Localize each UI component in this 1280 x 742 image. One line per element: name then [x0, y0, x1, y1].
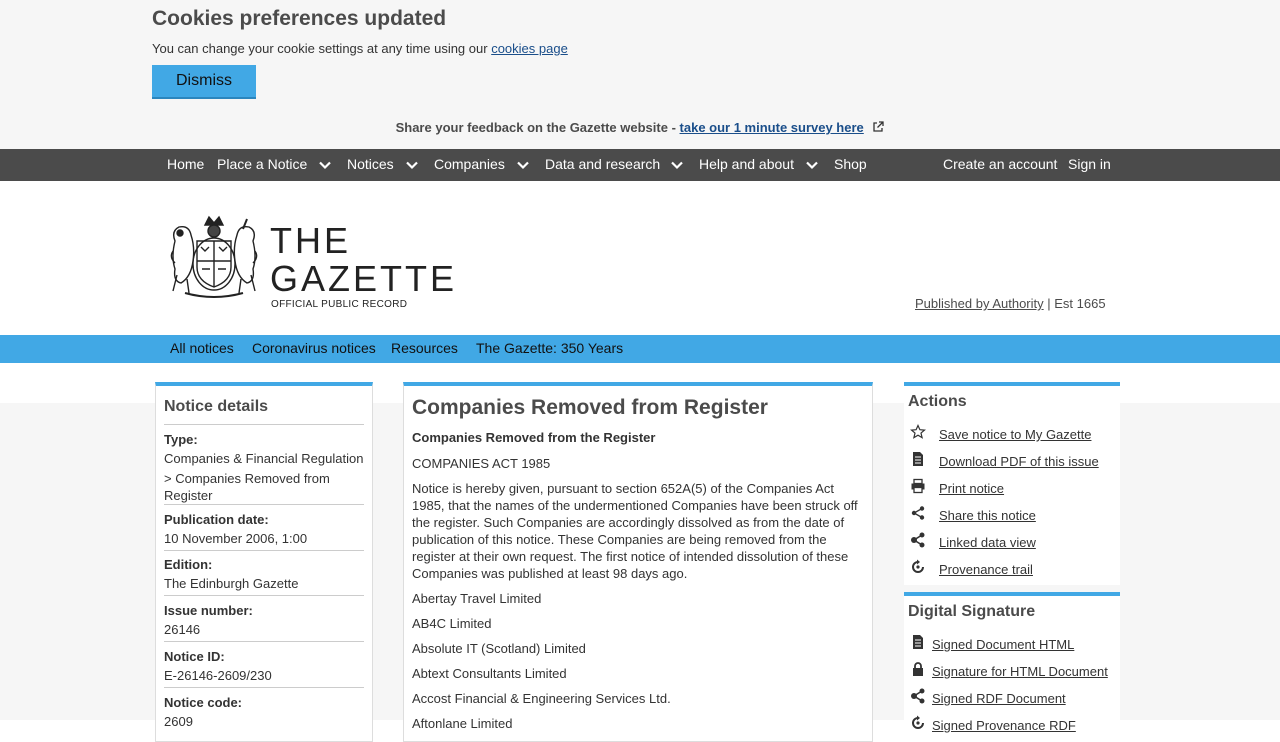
detail-issue-number-value: 26146 [164, 622, 201, 637]
detail-publication-date-value: 10 November 2006, 1:00 [164, 531, 308, 546]
save-notice-link[interactable]: Save notice to My Gazette [939, 427, 1092, 442]
provenance-icon [910, 715, 926, 731]
survey-link[interactable]: take our 1 minute survey here [679, 120, 864, 135]
detail-type-label: Type: [164, 432, 198, 447]
digital-signature-title: Digital Signature [908, 603, 1036, 620]
nav-shop[interactable]: Shop [834, 156, 867, 172]
divider [164, 504, 364, 505]
divider [164, 550, 364, 551]
provenance-icon [910, 559, 926, 575]
nav-help-and-about[interactable]: Help and about [699, 156, 794, 172]
share-icon [910, 505, 926, 521]
company-name: Absolute IT (Scotland) Limited [412, 641, 586, 656]
detail-type-value: Companies & Financial Regulation [164, 451, 364, 466]
signed-rdf-document-link[interactable]: Signed RDF Document [932, 691, 1066, 706]
signature-html-document-link[interactable]: Signature for HTML Document [932, 664, 1108, 679]
nav-data-and-research[interactable]: Data and research [545, 156, 661, 172]
notice-details-title: Notice details [164, 398, 269, 415]
notice-panel [403, 382, 873, 742]
divider [164, 424, 364, 425]
divider [164, 595, 364, 596]
linked-data-icon [910, 688, 926, 704]
subnav-all-notices[interactable]: All notices [170, 340, 234, 356]
published-by-authority [915, 296, 1106, 311]
nav-companies[interactable]: Companies [434, 156, 505, 172]
subnav-resources[interactable]: Resources [391, 340, 458, 356]
document-icon [910, 451, 926, 467]
cookie-banner-text [152, 41, 568, 56]
download-pdf-link[interactable]: Download PDF of this issue [939, 454, 1099, 469]
notice-subtitle: Companies Removed from the Register [412, 430, 656, 445]
detail-type [164, 431, 364, 504]
detail-edition-value: The Edinburgh Gazette [164, 576, 299, 591]
notice-body: Notice is hereby given, pursuant to section 652A(5) of the Companies Act 1985, that the names of the undermentioned Companies have been struck off the register. Such Companies are accordingly dissolved as from the date of publication of this notice. These Companies are being removed from the register at their own request. The first notice of intended dissolution of these Companies was published at least 98 days ago. [412, 481, 858, 581]
established-text: | Est 1665 [1047, 296, 1106, 311]
chevron-down-icon[interactable] [671, 159, 683, 171]
chevron-down-icon[interactable] [517, 159, 529, 171]
nav-place-a-notice[interactable]: Place a Notice [217, 156, 308, 172]
notice-act: COMPANIES ACT 1985 [412, 456, 551, 471]
nav-notices[interactable]: Notices [347, 156, 394, 172]
cookie-banner [0, 0, 1280, 149]
detail-issue-number [164, 602, 364, 638]
linked-data-view-link[interactable]: Linked data view [939, 535, 1036, 550]
detail-notice-code [164, 694, 364, 730]
detail-publication-date-label: Publication date: [164, 512, 269, 527]
detail-notice-id-value: E-26146-2609/230 [164, 668, 272, 683]
logo-the: THE [270, 220, 351, 261]
detail-edition-label: Edition: [164, 557, 213, 572]
cookie-banner-title: Cookies preferences updated [152, 7, 447, 30]
sign-in-link[interactable]: Sign in [1068, 156, 1111, 172]
detail-publication-date [164, 511, 364, 547]
royal-coat-of-arms-icon [167, 211, 262, 299]
company-name: Abertay Travel Limited [412, 591, 542, 606]
company-name: Abtext Consultants Limited [412, 666, 567, 681]
logo-gazette: GAZETTE [270, 258, 458, 299]
company-name: AB4C Limited [412, 616, 492, 631]
provenance-trail-link[interactable]: Provenance trail [939, 562, 1033, 577]
top-navigation [0, 149, 1280, 181]
company-name: Accost Financial & Engineering Services Ltd. [412, 691, 671, 706]
company-name: Aftonlane Limited [412, 716, 513, 731]
signed-provenance-rdf-link[interactable]: Signed Provenance RDF [932, 718, 1076, 733]
survey-text: Share your feedback on the Gazette website - [395, 120, 676, 135]
linked-data-icon [910, 532, 926, 548]
subnav-gazette-350-years[interactable]: The Gazette: 350 Years [476, 340, 624, 356]
detail-edition [164, 556, 364, 592]
detail-notice-id [164, 648, 364, 684]
detail-notice-id-label: Notice ID: [164, 649, 225, 664]
signed-document-html-link[interactable]: Signed Document HTML [932, 637, 1075, 652]
share-notice-link[interactable]: Share this notice [939, 508, 1036, 523]
chevron-down-icon[interactable] [406, 159, 418, 171]
subnav-coronavirus-notices[interactable]: Coronavirus notices [252, 340, 376, 356]
detail-type-subvalue: > Companies Removed from Register [164, 471, 330, 503]
divider [164, 687, 364, 688]
chevron-down-icon[interactable] [806, 159, 818, 171]
print-notice-link[interactable]: Print notice [939, 481, 1005, 496]
digital-signature-panel [904, 592, 1120, 732]
lock-icon [910, 661, 926, 677]
create-account-link[interactable]: Create an account [943, 156, 1058, 172]
printer-icon [910, 478, 926, 494]
dismiss-button[interactable]: Dismiss [152, 65, 256, 99]
document-icon [910, 634, 926, 650]
divider [164, 641, 364, 642]
cookies-page-link[interactable]: cookies page [491, 41, 568, 56]
actions-panel [904, 382, 1120, 585]
external-link-icon [872, 121, 884, 133]
nav-home[interactable]: Home [167, 156, 205, 172]
published-by-authority-link[interactable]: Published by Authority [915, 296, 1044, 311]
chevron-down-icon[interactable] [319, 159, 331, 171]
secondary-navigation [0, 335, 1280, 363]
actions-title: Actions [908, 393, 967, 410]
detail-notice-code-value: 2609 [164, 714, 193, 729]
gazette-logo[interactable] [167, 211, 457, 313]
cookie-banner-message: You can change your cookie settings at any time using our [152, 41, 488, 56]
notice-title: Companies Removed from Register [412, 396, 768, 419]
star-icon [910, 424, 926, 440]
notice-details-panel [155, 382, 373, 742]
detail-issue-number-label: Issue number: [164, 603, 253, 618]
survey-banner [0, 120, 1280, 135]
logo-tagline: OFFICIAL PUBLIC RECORD [271, 299, 408, 310]
detail-notice-code-label: Notice code: [164, 695, 243, 710]
